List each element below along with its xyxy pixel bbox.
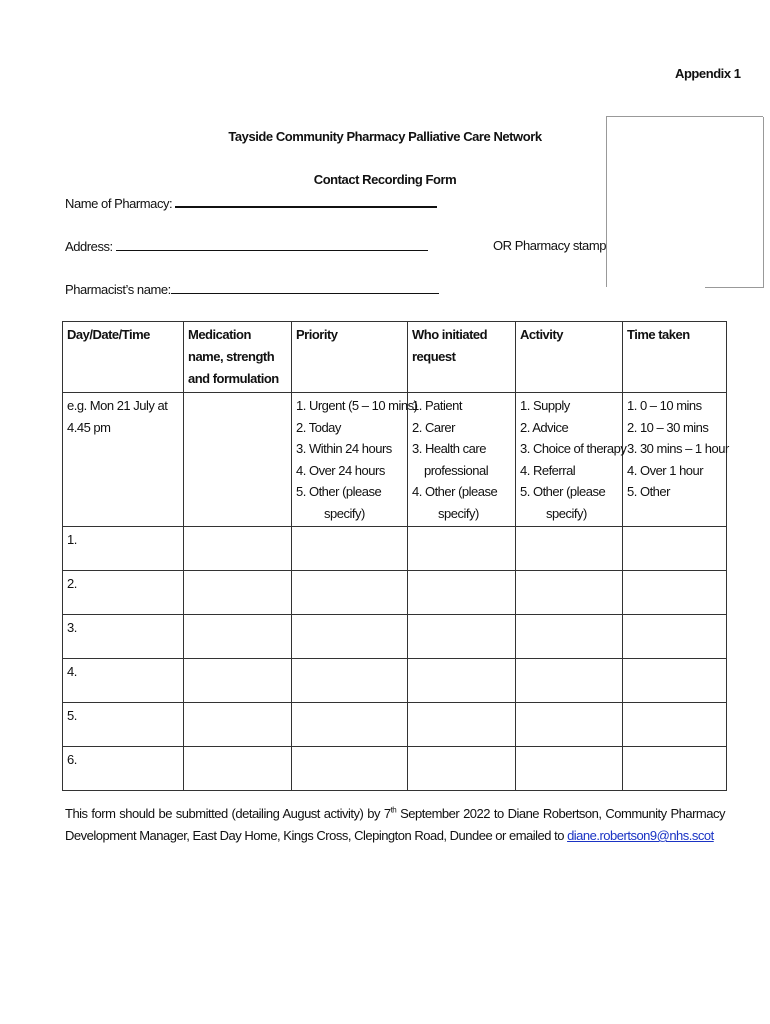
- time-cell[interactable]: [623, 659, 727, 703]
- activity-cell[interactable]: [516, 703, 623, 747]
- header-time-taken: Time taken: [623, 322, 727, 393]
- table-row: [63, 703, 727, 747]
- time-option: 5. Other: [627, 484, 670, 499]
- pharmacy-name-line[interactable]: [175, 194, 437, 208]
- pharmacist-name-field[interactable]: [65, 281, 439, 298]
- activity-option-cont: specify): [546, 505, 587, 521]
- priority-option: 2. Today: [296, 419, 341, 435]
- who-cell[interactable]: [408, 659, 516, 703]
- priority-cell[interactable]: [292, 527, 408, 571]
- activity-cell[interactable]: [516, 571, 623, 615]
- header-who-initiated: Who initiated request: [408, 322, 516, 393]
- row-number: 6.: [63, 747, 184, 791]
- activity-option: 4. Referral: [520, 462, 576, 478]
- medication-cell[interactable]: [184, 659, 292, 703]
- who-option-cont: specify): [438, 505, 479, 521]
- time-cell[interactable]: [623, 703, 727, 747]
- table-row: [63, 659, 727, 703]
- email-link[interactable]: diane.robertson9@nhs.scot: [567, 828, 714, 843]
- table-row: [63, 615, 727, 659]
- row-number: 5.: [63, 703, 184, 747]
- time-cell[interactable]: [623, 747, 727, 791]
- time-cell[interactable]: [623, 615, 727, 659]
- who-cell[interactable]: [408, 747, 516, 791]
- header-medication: Medication name, strength and formulation: [184, 322, 292, 393]
- example-priority: [292, 393, 418, 527]
- medication-cell[interactable]: [184, 703, 292, 747]
- pharmacy-stamp-label: OR Pharmacy stamp: [493, 238, 606, 253]
- who-cell[interactable]: [408, 527, 516, 571]
- who-option: 3. Health care: [412, 441, 486, 456]
- example-date: e.g. Mon 21 July at 4.45 pm: [63, 393, 184, 527]
- time-option: 4. Over 1 hour: [627, 462, 704, 478]
- pharmacist-name-label: Pharmacist’s name:: [65, 282, 171, 297]
- medication-cell[interactable]: [184, 571, 292, 615]
- medication-cell[interactable]: [184, 615, 292, 659]
- activity-option: 5. Other (please: [520, 484, 606, 499]
- activity-option: 2. Advice: [520, 419, 569, 435]
- time-option: 2. 10 – 30 mins: [627, 419, 709, 435]
- address-line[interactable]: [116, 238, 428, 251]
- medication-cell[interactable]: [184, 527, 292, 571]
- who-option: 1. Patient: [412, 398, 462, 413]
- footer-text-before: This form should be submitted (detailing August activity) by 7: [65, 806, 391, 821]
- table-row: [63, 747, 727, 791]
- priority-option-cont: specify): [324, 505, 365, 521]
- appendix-label: Appendix 1: [675, 66, 741, 81]
- priority-option: 1. Urgent (5 – 10 mins): [296, 398, 418, 413]
- priority-cell[interactable]: [292, 703, 408, 747]
- form-title: Tayside Community Pharmacy Palliative Care Network: [228, 129, 542, 144]
- form-subtitle: Contact Recording Form: [313, 172, 457, 187]
- activity-option: 3. Choice of therapy: [520, 441, 627, 456]
- priority-cell[interactable]: [292, 571, 408, 615]
- header-day-date-time: Day/Date/Time: [63, 322, 184, 393]
- example-time: [623, 393, 727, 527]
- submission-note: [65, 803, 725, 847]
- pharmacy-name-label: Name of Pharmacy:: [65, 196, 173, 211]
- priority-option: 3. Within 24 hours: [296, 441, 392, 456]
- activity-cell[interactable]: [516, 659, 623, 703]
- activity-cell[interactable]: [516, 527, 623, 571]
- footer-text-after: September 2022 to Diane Robertson, Community Pharmacy Development Manager, East Day Home, Kings Cross, Clepington Road, Dundee or emailed to: [65, 806, 725, 843]
- address-label: Address:: [65, 239, 113, 254]
- activity-cell[interactable]: [516, 615, 623, 659]
- time-cell[interactable]: [623, 527, 727, 571]
- who-cell[interactable]: [408, 615, 516, 659]
- who-cell[interactable]: [408, 703, 516, 747]
- time-cell[interactable]: [623, 571, 727, 615]
- contact-table: [62, 321, 727, 791]
- priority-option: 4. Over 24 hours: [296, 462, 385, 478]
- example-medication: [184, 393, 292, 527]
- header-priority: Priority: [292, 322, 408, 393]
- activity-cell[interactable]: [516, 747, 623, 791]
- activity-option: 1. Supply: [520, 398, 570, 413]
- table-row: [63, 571, 727, 615]
- priority-option: 5. Other (please: [296, 484, 382, 499]
- priority-cell[interactable]: [292, 615, 408, 659]
- table-header-row: [63, 322, 727, 393]
- pharmacist-name-line[interactable]: [171, 281, 439, 294]
- row-number: 2.: [63, 571, 184, 615]
- row-number: 4.: [63, 659, 184, 703]
- who-option: 2. Carer: [412, 419, 455, 435]
- who-option-cont: professional: [424, 462, 489, 478]
- priority-cell[interactable]: [292, 659, 408, 703]
- time-option: 1. 0 – 10 mins: [627, 398, 702, 413]
- time-option: 3. 30 mins – 1 hour: [627, 441, 729, 456]
- address-field[interactable]: [65, 238, 428, 255]
- row-number: 3.: [63, 615, 184, 659]
- row-number: 1.: [63, 527, 184, 571]
- who-cell[interactable]: [408, 571, 516, 615]
- who-option: 4. Other (please: [412, 484, 498, 499]
- table-row: [63, 527, 727, 571]
- header-activity: Activity: [516, 322, 623, 393]
- example-row: [63, 393, 727, 527]
- medication-cell[interactable]: [184, 747, 292, 791]
- example-who: [408, 393, 516, 527]
- footer-superscript: th: [390, 805, 397, 815]
- pharmacy-name-field[interactable]: [65, 194, 437, 212]
- example-activity: [516, 393, 627, 527]
- priority-cell[interactable]: [292, 747, 408, 791]
